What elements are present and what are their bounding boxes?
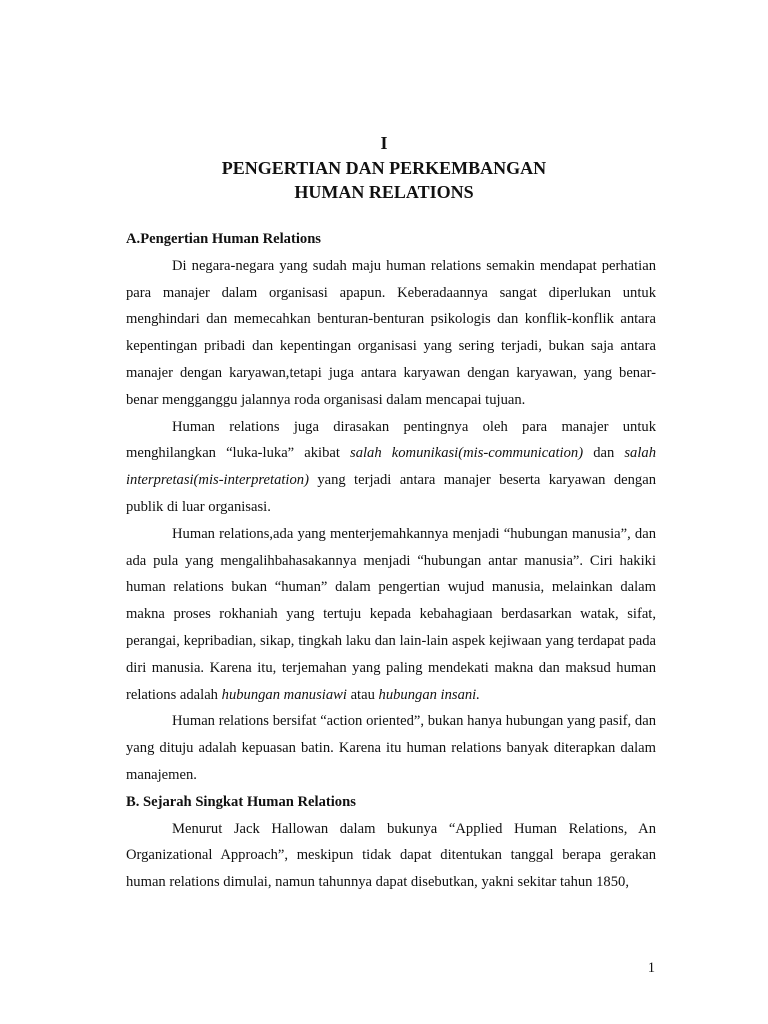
italic-term: hubungan manusiawi <box>221 686 347 703</box>
page-number: 1 <box>647 960 655 976</box>
section-b-heading: B. Sejarah Singkat Human Relations <box>126 793 356 810</box>
paragraph-text: yang terjadi antara manajer beserta karyawan dengan publik di luar organisasi. <box>126 472 656 515</box>
chapter-number: I <box>380 133 388 153</box>
section-b-paragraph-1: Menurut Jack Hallowan dalam bukunya “Applied Human Relations, An Organizational Approach”, meskipun tidak dapat ditentukan tanggal berapa gerakan human relations dimulai, namun tahunnya dapat disebutkan, yakni sekitar tahun 1850, <box>126 820 656 891</box>
chapter-title-line2: HUMAN RELATIONS <box>294 182 474 202</box>
section-a-paragraph-3 <box>126 521 656 709</box>
chapter-heading <box>0 132 768 205</box>
paragraph-text: Human relations,ada yang menterjemahkannya menjadi “hubungan manusia”, dan ada pula yang mengalihbahasakannya menjadi “hubungan antar manusia”. Ciri hakiki human relations bukan “human” dalam pengertian wujud manusia, melainkan dalam makna proses rokhaniah yang tertuju kepada kebahagiaan berdasarkan watak, sifat, perangai, kepribadian, sikap, tingkah laku dan lain-lain aspek kejiwaan yang terdapat pada diri manusia. Karena itu, terjemahan yang paling mendekati makna dan maksud human relations adalah <box>126 525 656 703</box>
section-a-paragraph-2 <box>126 414 656 521</box>
paragraph-text: dan <box>583 445 625 462</box>
italic-term: salah komunikasi(mis-communication) <box>350 445 584 462</box>
italic-term: hubungan insani. <box>378 686 480 703</box>
section-a-paragraph-1: Di negara-negara yang sudah maju human relations semakin mendapat perhatian para manajer dalam organisasi apapun. Keberadaannya sangat diperlukan untuk menghindari dan memecahkan benturan-benturan psikologis dan konflik-konflik antara kepentingan pribadi dan kepentingan organisasi yang sering terjadi, bukan saja antara manajer dengan karyawan,tetapi juga antara karyawan dengan karyawan, yang benar-benar mengganggu jalannya roda organisasi dalam mencapai tujuan. <box>126 257 656 408</box>
paragraph-text: atau <box>346 686 379 703</box>
paragraph-text: Human relations juga dirasakan pentingnya oleh para manajer untuk menghilangkan “luka-luka” akibat <box>126 418 656 462</box>
section-a-paragraph-4: Human relations bersifat “action oriented”, bukan hanya hubungan yang pasif, dan yang dituju adalah kepuasan batin. Karena itu human relations banyak diterapkan dalam manajemen. <box>126 713 656 783</box>
chapter-title-line1: PENGERTIAN DAN PERKEMBANGAN <box>221 158 547 178</box>
italic-term: salah interpretasi(mis-interpretation) <box>126 445 656 489</box>
section-a-heading: A.Pengertian Human Relations <box>126 231 321 247</box>
body-text <box>126 226 656 896</box>
